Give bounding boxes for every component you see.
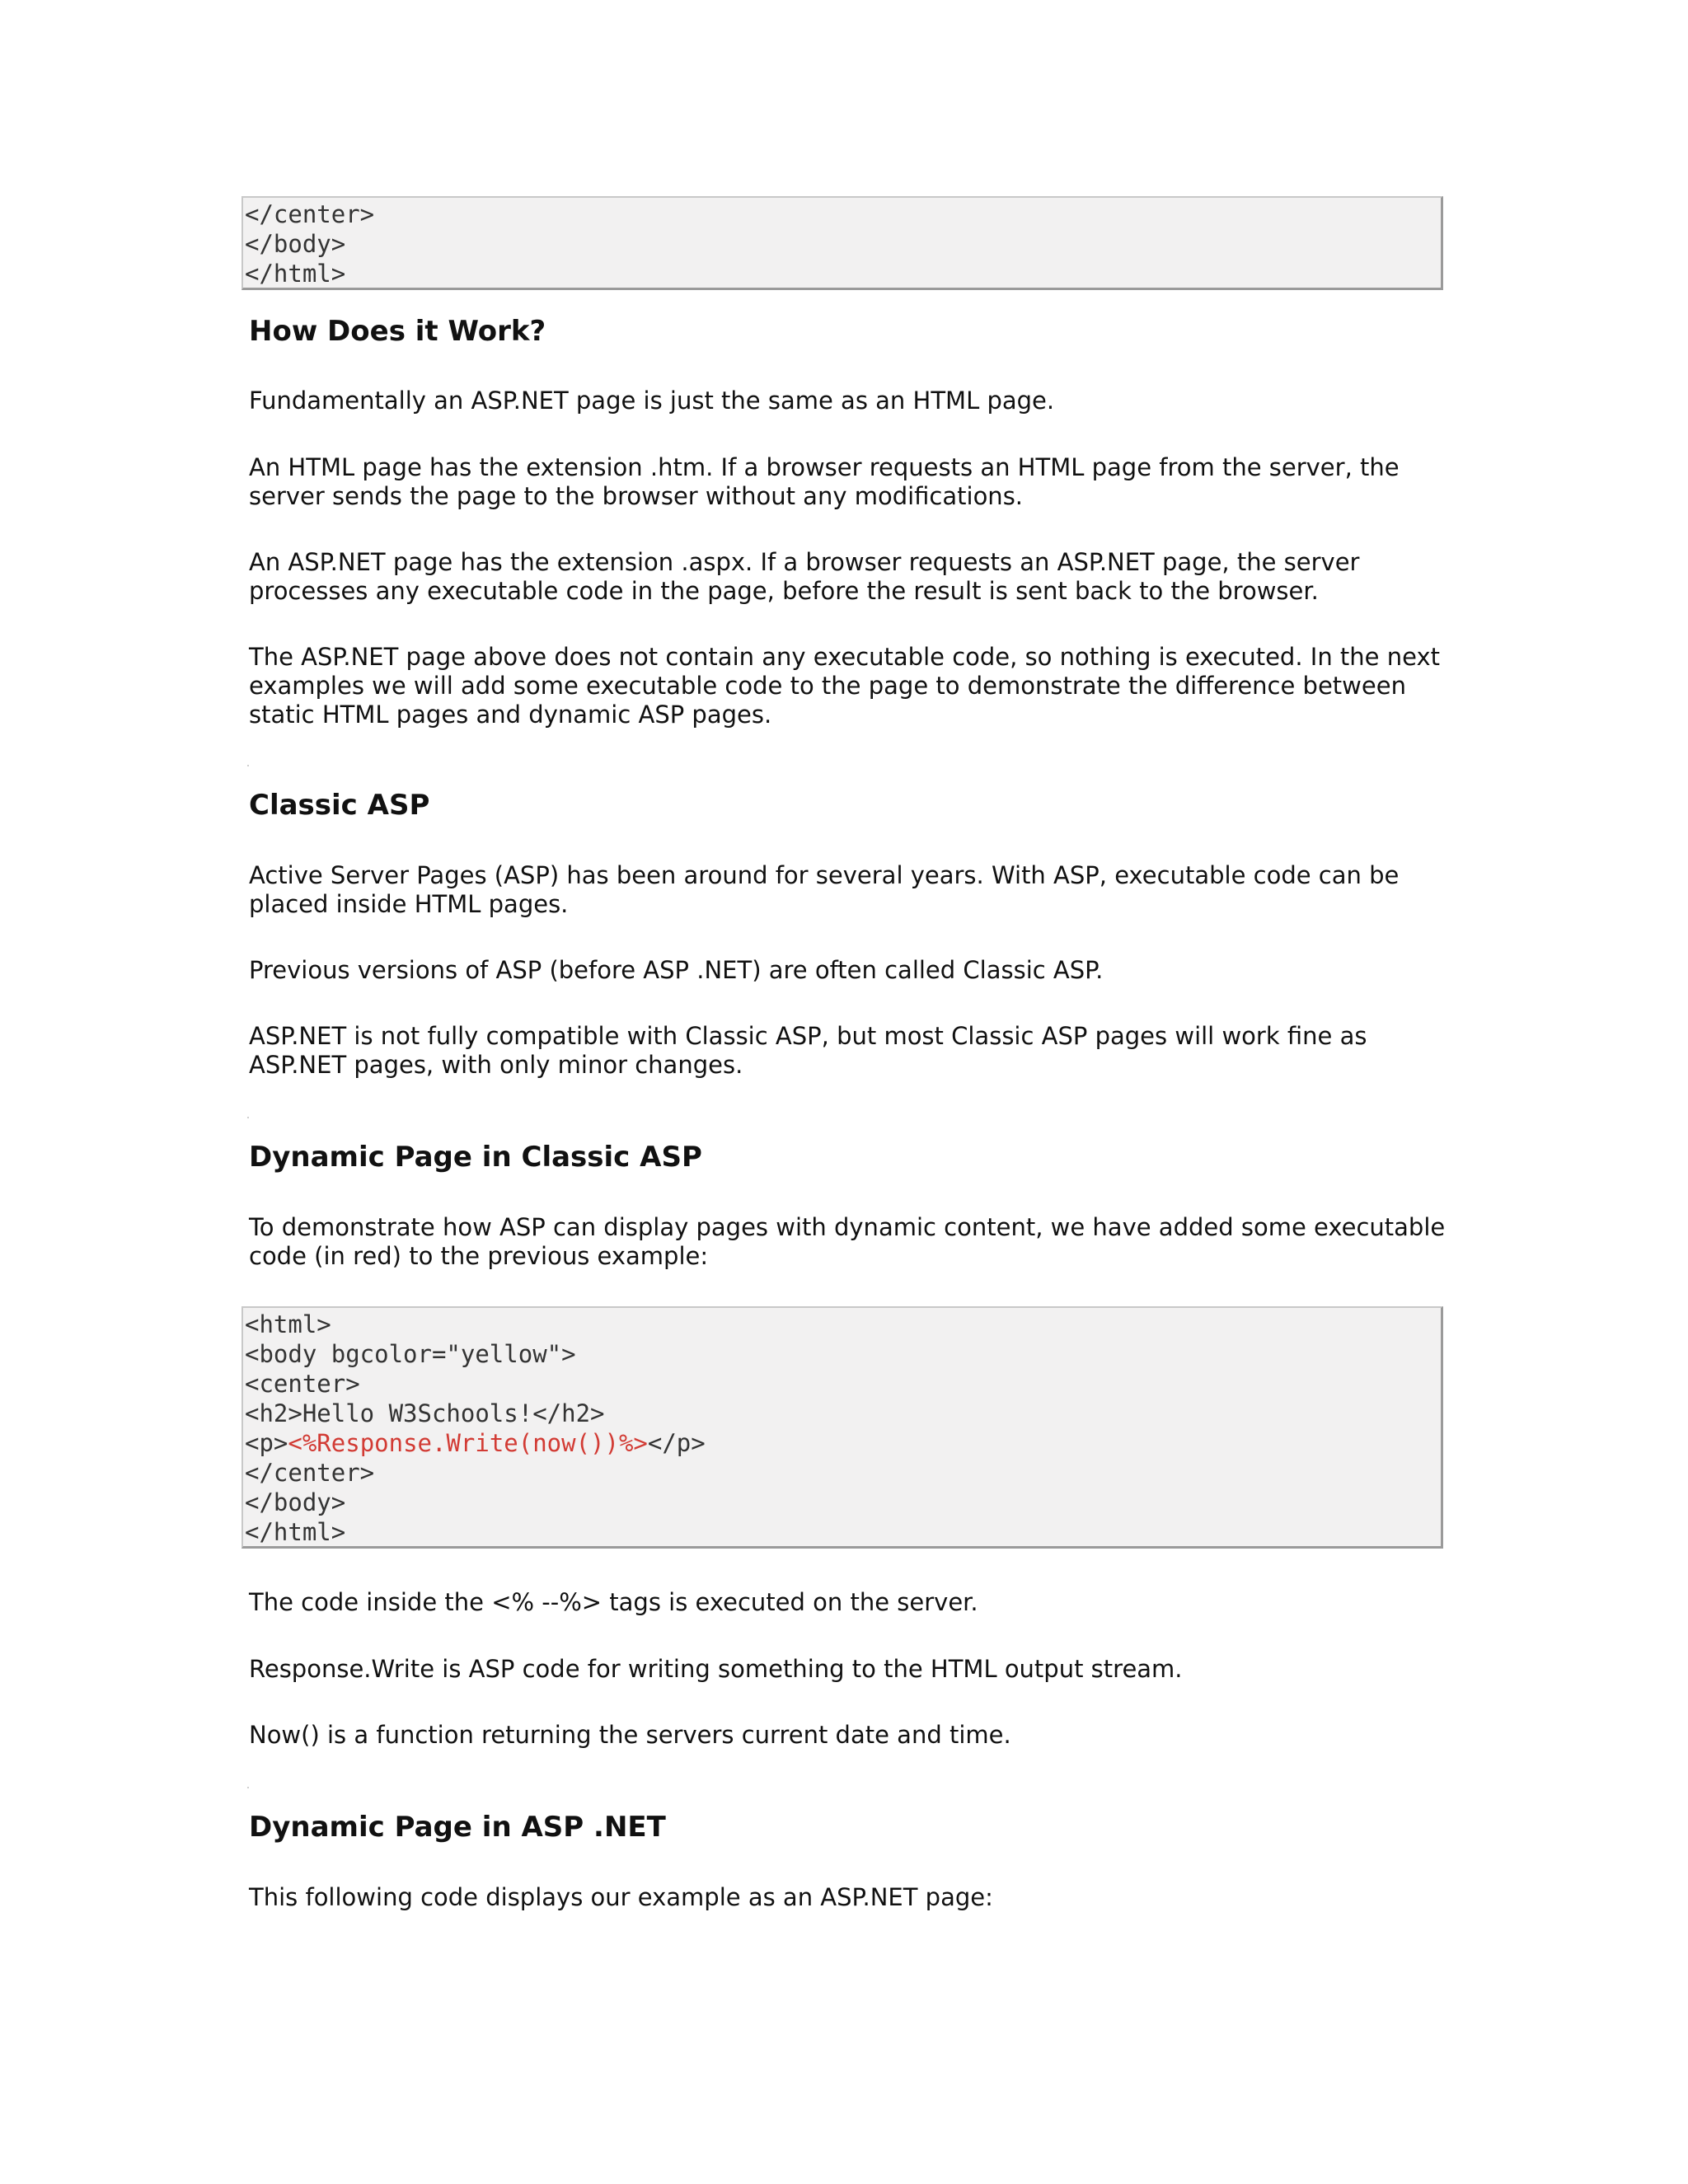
code-token-executable: <%Response.Write(now())%> — [288, 1429, 648, 1457]
code-line: </body> — [245, 1488, 346, 1516]
paragraph: Fundamentally an ASP.NET page is just the same as an HTML page. — [249, 387, 1055, 415]
separator-dot — [247, 1787, 249, 1788]
paragraph: The code inside the <% --%> tags is executed on the server. — [249, 1588, 978, 1616]
code-line: </center> — [245, 200, 375, 228]
paragraph: Response.Write is ASP code for writing something to the HTML output stream. — [249, 1655, 1183, 1683]
code-line: <h2>Hello W3Schools!</h2> — [245, 1399, 605, 1427]
code-token: </p> — [647, 1429, 706, 1457]
paragraph: An HTML page has the extension .htm. If a browser requests an HTML page from the server, the server sends the page to the browser without any modifications. — [249, 453, 1400, 510]
heading-dynamic-page-asp-net: Dynamic Page in ASP .NET — [249, 1811, 666, 1844]
code-line: <body bgcolor="yellow"> — [245, 1340, 576, 1368]
code-token: <p> — [245, 1429, 288, 1457]
code-line: <html> — [245, 1310, 331, 1338]
separator-dot — [247, 765, 249, 766]
paragraph: Previous versions of ASP (before ASP .NET) are often called Classic ASP. — [249, 956, 1104, 984]
paragraph: Active Server Pages (ASP) has been around for several years. With ASP, executable code can be placed inside HTML pages. — [249, 861, 1400, 918]
heading-how-does-it-work: How Does it Work? — [249, 315, 546, 348]
heading-dynamic-page-classic-asp: Dynamic Page in Classic ASP — [249, 1141, 702, 1174]
paragraph: This following code displays our example as an ASP.NET page: — [249, 1883, 993, 1911]
paragraph: An ASP.NET page has the extension .aspx. If a browser requests an ASP.NET page, the server processes any executable code in the page, before the result is sent back to the browser. — [249, 548, 1360, 605]
paragraph: Now() is a function returning the servers current date and time. — [249, 1721, 1011, 1749]
code-line: </center> — [245, 1459, 375, 1487]
paragraph: The ASP.NET page above does not contain any executable code, so nothing is executed. In the next examples we will add some executable code to the page to demonstrate the difference between static HTML pages and dynamic ASP pages. — [249, 643, 1440, 729]
paragraph: ASP.NET is not fully compatible with Classic ASP, but most Classic ASP pages will work fine as ASP.NET pages, with only minor changes. — [249, 1022, 1367, 1079]
code-block-top — [241, 196, 1443, 290]
paragraph: To demonstrate how ASP can display pages with dynamic content, we have added some executable code (in red) to the previous example: — [249, 1213, 1446, 1270]
separator-dot — [247, 1117, 249, 1118]
code-line: </html> — [245, 1518, 346, 1546]
code-line: <center> — [245, 1370, 360, 1398]
code-line: </body> — [245, 230, 346, 258]
code-block-classic-asp — [241, 1306, 1443, 1549]
code-line: </html> — [245, 260, 346, 288]
code-line-response-write — [245, 1428, 1441, 1458]
heading-classic-asp: Classic ASP — [249, 789, 430, 822]
